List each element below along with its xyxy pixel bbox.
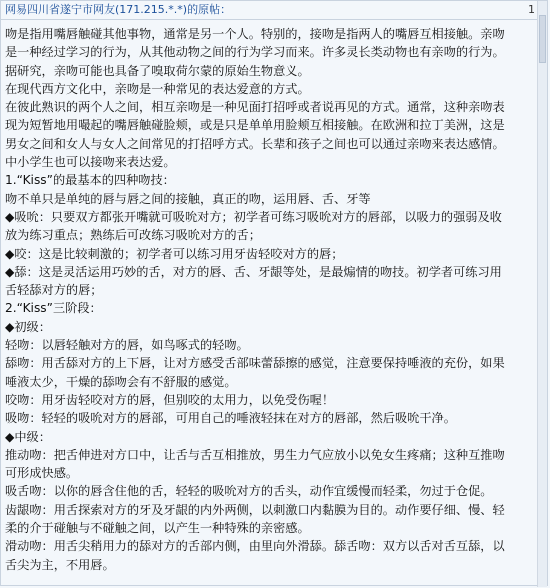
post-source-header: 网易四川省遂宁市网友(171.215.*.*)的原帖： <box>5 3 232 16</box>
body-line: 据研究，亲吻可能也具备了嗅取荷尔蒙的原始生物意义。 <box>5 63 310 78</box>
body-line: 吻是指用嘴唇触碰其他事物，通常是另一个人。特别的，接吻是指两人的嘴唇互相接触。亲吻 <box>5 27 505 41</box>
vertical-scrollbar[interactable] <box>537 1 547 587</box>
body-line: 在现代西方文化中，亲吻是一种常见的表达爱意的方式。 <box>5 81 310 96</box>
body-line: 是一种经过学习的行为，从其他动物之间的行为学习而来。许多灵长类动物也有亲吻的行为。 <box>5 45 505 60</box>
body-line: 2.“Kiss”三阶段： <box>5 301 102 316</box>
body-line: 舔吻：用舌舔对方的上下唇，让对方感受舌部味蕾舔擦的感觉，注意要保持唾液的充份，如果 <box>5 356 505 371</box>
body-line: 吸舌吻：以你的唇含住他的舌，轻轻的吸吮对方的舌头，动作宜缓慢而轻柔，勿过于仓促。 <box>5 484 493 499</box>
body-line: 轻吻：以唇轻触对方的唇，如鸟啄式的轻吻。 <box>5 338 249 353</box>
body-line: ◆咬：这是比较刺激的；初学者可以练习用牙齿轻咬对方的唇； <box>5 246 344 261</box>
body-line: ◆舔：这是灵活运用巧妙的舌，对方的唇、舌、牙龈等处，是最煽情的吻技。初学者可练习用 <box>5 264 502 279</box>
body-line: 现为短暂地用嘬起的嘴唇触碰脸颊，或是只是单单用脸颊互相接触。在欧洲和拉丁美洲，这是 <box>5 118 505 133</box>
body-line: 吸吻：轻轻的吸吮对方的唇部，可用自己的唾液轻抹在对方的唇部，然后吸吮干净。 <box>5 411 456 426</box>
body-line: 咬吻：用牙齿轻咬对方的唇，但别咬的太用力，以免受伤喔！ <box>5 392 335 407</box>
body-line: 推动吻：把舌伸进对方口中，让舌与舌互相推放，男生力气应放小以免女生疼痛；这种互推吻 <box>5 447 505 462</box>
body-line: ◆初级： <box>5 319 51 334</box>
body-line: 舌尖为主，不用唇。 <box>5 557 115 572</box>
body-line: 在彼此熟识的两个人之间，相互亲吻是一种见面打招呼或者说再见的方式。通常，这种亲吻表 <box>5 100 505 115</box>
body-line: 滑动吻：用舌尖稍用力的舔对方的舌部内侧，由里向外滑舔。舔舌吻：双方以舌对舌互舔，以 <box>5 539 505 554</box>
header-divider <box>1 19 537 20</box>
body-line: 舌轻舔对方的唇； <box>5 283 103 298</box>
body-line: ◆中级： <box>5 429 51 444</box>
body-line: 吻不单只是单纯的唇与唇之间的接触，真正的吻，运用唇、舌、牙等 <box>5 191 371 206</box>
body-line: 齿龈吻：用舌探索对方的牙及牙龈的内外两侧，以刺激口内黏膜为目的。动作要仔细、慢、轻 <box>5 502 505 517</box>
body-line: ◆吸吮：只要双方都张开嘴就可吸吮对方；初学者可练习吸吮对方的唇部，以吸力的强弱及收 <box>5 209 502 224</box>
body-line: 放为练习重点；熟练后可改练习吸吮对方的舌； <box>5 228 261 243</box>
body-line: 柔的介于碰触与不碰触之间，以产生一种特殊的亲密感。 <box>5 521 310 536</box>
body-line: 男女之间和女人与女人之间常见的打招呼方式。长辈和孩子之间也可以通过亲吻来表达感情。 <box>5 136 505 151</box>
body-line: 中小学生也可以接吻来表达爱。 <box>5 155 176 170</box>
scrollbar-thumb[interactable] <box>539 15 546 63</box>
body-line: 唾液太少，干燥的舔吻会有不舒服的感觉。 <box>5 374 237 389</box>
floor-counter: 1 <box>528 3 535 16</box>
body-line: 1.“Kiss”的最基本的四种吻技： <box>5 173 175 188</box>
body-line: 可形成快感。 <box>5 466 79 481</box>
post-body <box>5 25 533 585</box>
